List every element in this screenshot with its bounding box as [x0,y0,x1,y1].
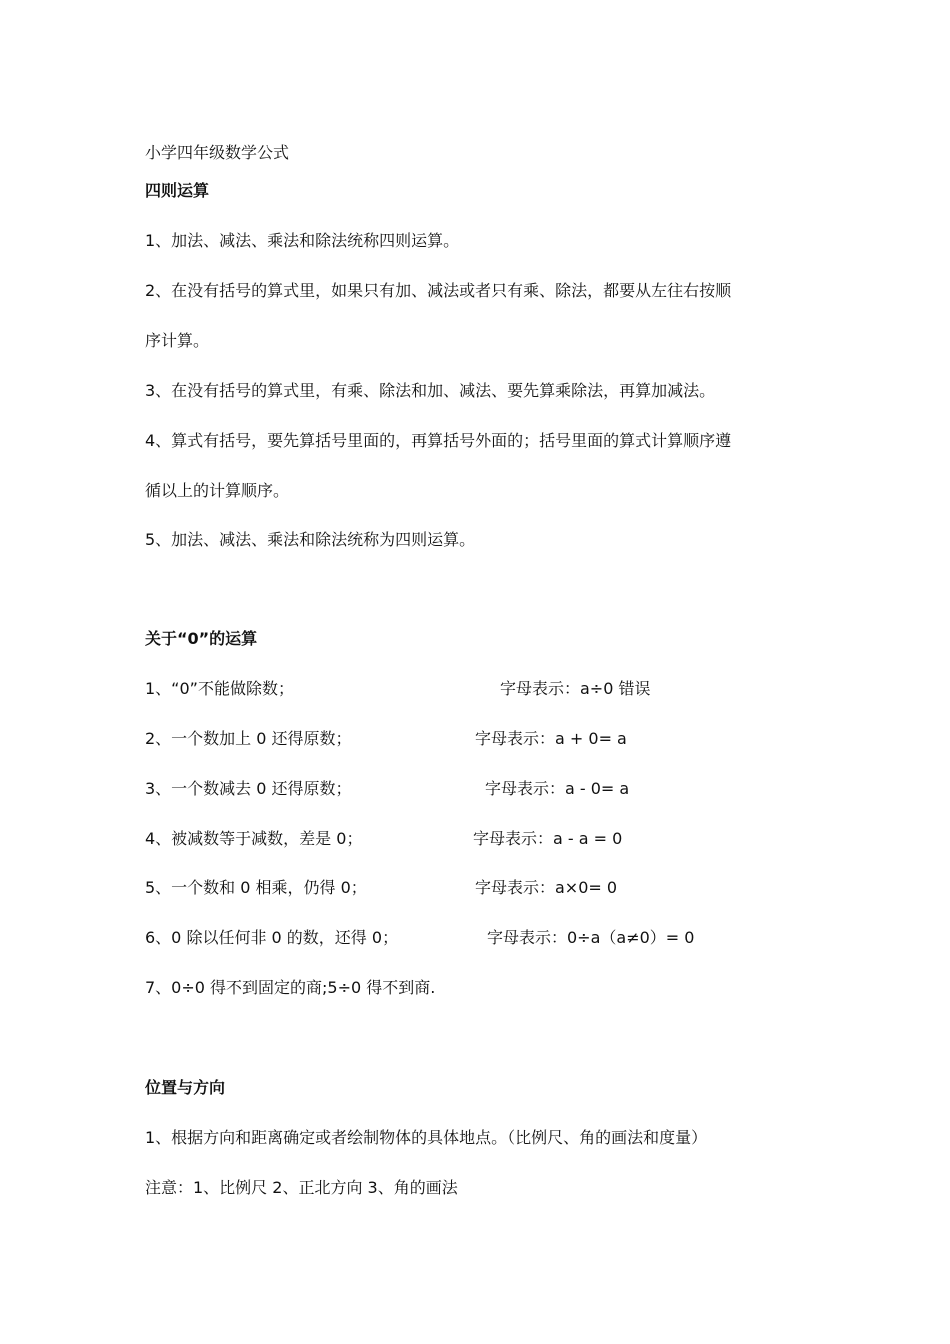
section-heading-position: 位置与方向 [145,1078,226,1097]
paragraph: 1、加法、减法、乘法和除法统称四则运算。 [145,231,460,250]
zero-rule-text: 1、“0”不能做除数； [145,679,294,698]
paragraph: 序计算。 [145,331,210,350]
paragraph: 1、根据方向和距离确定或者绘制物体的具体地点。（比例尺、角的画法和度量） [145,1128,708,1147]
doc-title: 小学四年级数学公式 [145,143,290,162]
zero-rule-formula: 字母表示：a - a = 0 [473,829,623,848]
section-heading-zero: 关于“0”的运算 [145,629,258,648]
zero-rule-formula: 字母表示：0÷a（a≠0）= 0 [487,928,695,947]
zero-rule-text: 4、被减数等于减数，差是 0； [145,829,363,848]
zero-rule-text: 3、一个数减去 0 还得原数； [145,779,352,798]
paragraph: 5、加法、减法、乘法和除法统称为四则运算。 [145,530,476,549]
zero-rule-text: 5、一个数和 0 相乘，仍得 0； [145,878,367,897]
zero-rule-text: 6、0 除以任何非 0 的数，还得 0； [145,928,399,947]
paragraph: 循以上的计算顺序。 [145,481,290,500]
zero-rule-formula: 字母表示：a - 0= a [485,779,630,798]
zero-rule-text: 7、0÷0 得不到固定的商;5÷0 得不到商. [145,978,436,997]
section-heading-arithmetic: 四则运算 [145,181,210,200]
zero-rule-text: 2、一个数加上 0 还得原数； [145,729,352,748]
paragraph: 注意：1、比例尺 2、正北方向 3、角的画法 [145,1178,458,1197]
zero-rule-formula: 字母表示：a + 0= a [475,729,627,748]
paragraph: 3、在没有括号的算式里，有乘、除法和加、减法、要先算乘除法，再算加减法。 [145,381,716,400]
paragraph: 4、算式有括号，要先算括号里面的，再算括号外面的；括号里面的算式计算顺序遵 [145,431,732,450]
paragraph: 2、在没有括号的算式里，如果只有加、减法或者只有乘、除法，都要从左往右按顺 [145,281,732,300]
zero-rule-formula: 字母表示：a×0= 0 [475,878,618,897]
zero-rule-formula: 字母表示：a÷0 错误 [500,679,651,698]
